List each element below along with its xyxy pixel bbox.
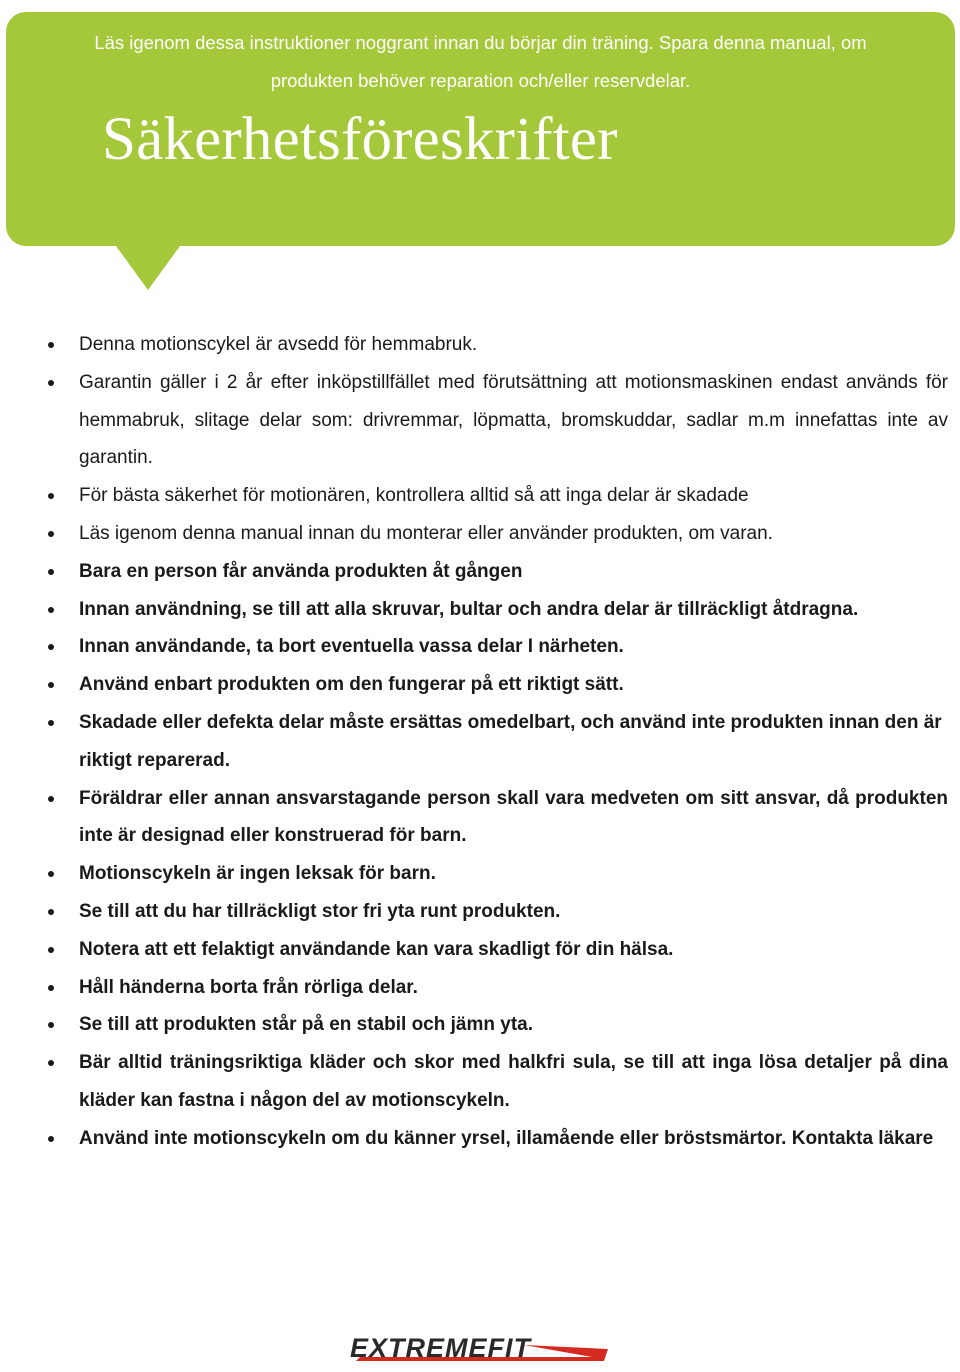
list-item: Garantin gäller i 2 år efter inköpstillfället med förutsättning att motionsmaskinen endast används för hemmabruk, slitage delar som: drivremmar, löpmatta, bromskuddar, sadlar m.m innefattas inte av garantin. [0, 364, 960, 477]
list-item: För bästa säkerhet för motionären, kontrollera alltid så att inga delar är skadade [0, 477, 960, 515]
list-item: Använd inte motionscykeln om du känner yrsel, illamående eller bröstsmärtor. Kontakta läkare [0, 1120, 960, 1158]
extremefit-logo [346, 1330, 614, 1366]
list-item: Se till att produkten står på en stabil och jämn yta. [0, 1006, 960, 1044]
list-item: Motionscykeln är ingen leksak för barn. [0, 855, 960, 893]
list-item: Innan användande, ta bort eventuella vassa delar I närheten. [0, 628, 960, 666]
list-item: Denna motionscykel är avsedd för hemmabruk. [0, 326, 960, 364]
list-item: Se till att du har tillräckligt stor fri yta runt produkten. [0, 893, 960, 931]
list-item: Bara en person får använda produkten åt gången [0, 553, 960, 591]
intro-line-2: produkten behöver reparation och/eller reservdelar. [270, 70, 691, 91]
list-item: Föräldrar eller annan ansvarstagande person skall vara medveten om sitt ansvar, då produkten inte är designad eller konstruerad för barn. [0, 780, 960, 856]
list-item: Läs igenom denna manual innan du monterar eller använder produkten, om varan. [0, 515, 960, 553]
list-item: Innan användning, se till att alla skruvar, bultar och andra delar är tillräckligt åtdragna. [0, 591, 960, 629]
banner-pointer [116, 246, 180, 290]
list-item: Bär alltid träningsriktiga kläder och skor med halkfri sula, se till att inga lösa detaljer på dina kläder kan fastna i någon del av motionscykeln. [0, 1044, 960, 1120]
intro-text [6, 24, 955, 100]
list-item: Håll händerna borta från rörliga delar. [0, 969, 960, 1007]
logo-text: EXTREMEFIT [350, 1333, 532, 1363]
list-item: Skadade eller defekta delar måste ersättas omedelbart, och använd inte produkten innan den är riktigt reparerad. [0, 704, 960, 780]
list-item: Notera att ett felaktigt användande kan vara skadligt för din hälsa. [0, 931, 960, 969]
safety-rules-list [0, 326, 960, 1158]
intro-line-1: Läs igenom dessa instruktioner noggrant innan du börjar din träning. Spara denna manual, om [94, 32, 867, 53]
page-title: Säkerhetsföreskrifter [102, 106, 618, 173]
list-item: Använd enbart produkten om den fungerar på ett riktigt sätt. [0, 666, 960, 704]
